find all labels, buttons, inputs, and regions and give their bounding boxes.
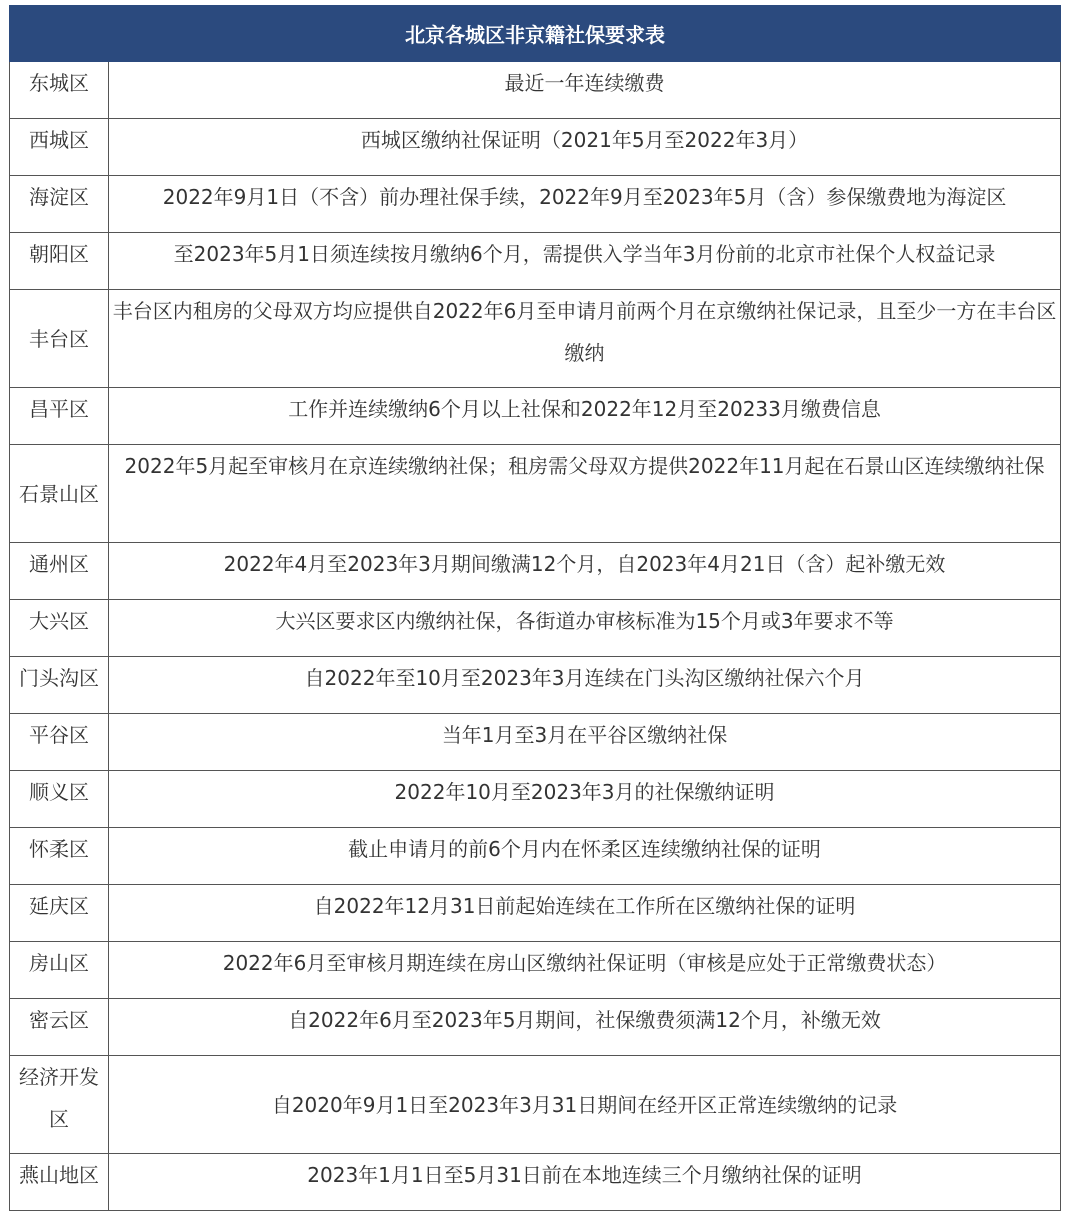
district-cell: 海淀区 — [10, 176, 109, 233]
district-cell: 大兴区 — [10, 600, 109, 657]
district-cell: 经济开发区 — [10, 1056, 109, 1154]
requirement-cell: 大兴区要求区内缴纳社保，各街道办审核标准为15个月或3年要求不等 — [109, 600, 1061, 657]
table-row — [10, 119, 1061, 176]
table-row — [10, 600, 1061, 657]
table-row — [10, 771, 1061, 828]
requirement-cell: 自2022年6月至2023年5月期间，社保缴费须满12个月，补缴无效 — [109, 999, 1061, 1056]
requirement-cell: 2022年10月至2023年3月的社保缴纳证明 — [109, 771, 1061, 828]
table-row — [10, 233, 1061, 290]
table-row — [10, 1056, 1061, 1154]
requirement-cell: 至2023年5月1日须连续按月缴纳6个月，需提供入学当年3月份前的北京市社保个人权益记录 — [109, 233, 1061, 290]
table-row — [10, 543, 1061, 600]
table-row — [10, 62, 1061, 119]
table-row — [10, 657, 1061, 714]
requirement-cell: 自2022年至10月至2023年3月连续在门头沟区缴纳社保六个月 — [109, 657, 1061, 714]
table-row — [10, 290, 1061, 388]
requirement-cell: 2022年4月至2023年3月期间缴满12个月，自2023年4月21日（含）起补缴无效 — [109, 543, 1061, 600]
requirement-cell: 工作并连续缴纳6个月以上社保和2022年12月至20233月缴费信息 — [109, 388, 1061, 445]
district-cell: 密云区 — [10, 999, 109, 1056]
district-cell: 石景山区 — [10, 445, 109, 543]
district-cell: 昌平区 — [10, 388, 109, 445]
table-row — [10, 885, 1061, 942]
requirement-cell: 最近一年连续缴费 — [109, 62, 1061, 119]
requirement-cell: 2022年9月1日（不含）前办理社保手续，2022年9月至2023年5月（含）参保缴费地为海淀区 — [109, 176, 1061, 233]
requirement-cell: 自2022年12月31日前起始连续在工作所在区缴纳社保的证明 — [109, 885, 1061, 942]
requirement-cell: 西城区缴纳社保证明（2021年5月至2022年3月） — [109, 119, 1061, 176]
district-cell: 东城区 — [10, 62, 109, 119]
district-cell: 房山区 — [10, 942, 109, 999]
requirement-cell: 当年1月至3月在平谷区缴纳社保 — [109, 714, 1061, 771]
requirement-cell: 截止申请月的前6个月内在怀柔区连续缴纳社保的证明 — [109, 828, 1061, 885]
requirement-cell: 2023年1月1日至5月31日前在本地连续三个月缴纳社保的证明 — [109, 1154, 1061, 1211]
table-row — [10, 714, 1061, 771]
table-row — [10, 388, 1061, 445]
table-title-row — [10, 6, 1061, 62]
district-cell: 朝阳区 — [10, 233, 109, 290]
district-cell: 怀柔区 — [10, 828, 109, 885]
table-title: 北京各城区非京籍社保要求表 — [10, 6, 1061, 62]
table-row — [10, 942, 1061, 999]
district-cell: 西城区 — [10, 119, 109, 176]
table-row — [10, 1154, 1061, 1211]
requirement-cell: 2022年5月起至审核月在京连续缴纳社保；租房需父母双方提供2022年11月起在石景山区连续缴纳社保 — [109, 445, 1061, 543]
district-cell: 燕山地区 — [10, 1154, 109, 1211]
district-cell: 顺义区 — [10, 771, 109, 828]
table-row — [10, 445, 1061, 543]
table-row — [10, 828, 1061, 885]
district-cell: 平谷区 — [10, 714, 109, 771]
requirement-cell: 自2020年9月1日至2023年3月31日期间在经开区正常连续缴纳的记录 — [109, 1056, 1061, 1154]
social-insurance-table — [9, 5, 1061, 1211]
table-row — [10, 999, 1061, 1056]
district-cell: 丰台区 — [10, 290, 109, 388]
requirement-cell: 2022年6月至审核月期连续在房山区缴纳社保证明（审核是应处于正常缴费状态） — [109, 942, 1061, 999]
requirement-cell: 丰台区内租房的父母双方均应提供自2022年6月至申请月前两个月在京缴纳社保记录，且至少一方在丰台区缴纳 — [109, 290, 1061, 388]
district-cell: 延庆区 — [10, 885, 109, 942]
table-row — [10, 176, 1061, 233]
district-cell: 通州区 — [10, 543, 109, 600]
district-cell: 门头沟区 — [10, 657, 109, 714]
